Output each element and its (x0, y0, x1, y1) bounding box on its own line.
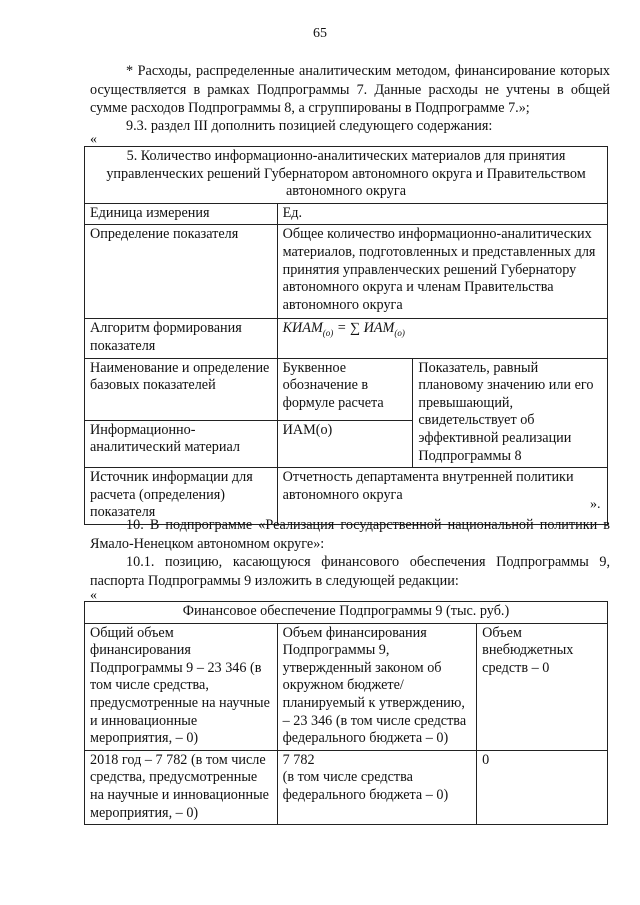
year-2018-budget-cell (277, 750, 477, 824)
footnote-paragraph: * Расходы, распределенные аналитическим методом, финансирование которых осуществляется в рамках Подпрограммы 7. Данные расходы не учтены в общей сумме расходов Подпрограммы 8, а сгруппированы в Подпрограмме 7.»; (90, 63, 610, 116)
formula-sub1: (о) (322, 328, 334, 339)
close-quote: ». (590, 497, 601, 512)
definition-value: Общее количество информационно-аналитических материалов, подготовленных и представленных для принятия управленческих решений Губернатору автономного округа и членам Правительства автономного округа (277, 225, 607, 319)
definition-label: Определение показателя (85, 225, 278, 319)
item-10-1: 10.1. позицию, касающуюся финансового обеспечения Подпрограммы 9, паспорта Подпрограммы 9 изложить в следующей редакции: (90, 554, 610, 589)
unit-label: Единица измерения (85, 203, 278, 225)
total-financing-cell: Общий объем финансирования Подпрограммы 9 – 23 346 (в том числе средства, предусмотренные на научные и инновационные мероприятия, – 0) (85, 623, 278, 750)
indicator-table-header: 5. Количество информационно-аналитических материалов для принятия управленческих решений Губернатором автономного округа и Правительством автономного округа (85, 147, 608, 204)
item-10: 10. В подпрограмме «Реализация государственной национальной политики в Ямало-Ненецком автономном округе»: (90, 517, 610, 552)
unit-value: Ед. (277, 203, 607, 225)
open-quote-2: « (90, 588, 97, 603)
financing-table-header: Финансовое обеспечение Подпрограммы 9 (тыс. руб.) (85, 602, 608, 624)
base-names-label: Наименование и определение базовых показателей (85, 358, 278, 420)
item-9-3: 9.3. раздел III дополнить позицией следующего содержания: (126, 118, 493, 134)
financing-table (84, 601, 608, 825)
algorithm-label: Алгоритм формирования показателя (85, 319, 278, 358)
extrabudget-cell: Объем внебюджетных средств – 0 (477, 623, 608, 750)
indicator-table (84, 146, 608, 525)
letter-label: Буквенное обозначение в формуле расчета (277, 358, 413, 420)
source-label: Источник информации для расчета (определения) показателя (85, 468, 278, 525)
budget-financing-cell: Объем финансирования Подпрограммы 9, утвержденный законом об окружном бюджете/планируемый к утверждению, – 23 346 (в том числе средства федерального бюджета – 0) (277, 623, 477, 750)
source-value: Отчетность департамента внутренней политики автономного округа (277, 468, 607, 525)
year-2018-extrabudget-cell: 0 (477, 750, 608, 824)
info-material-code: ИАМ(о) (277, 420, 413, 467)
algorithm-formula (277, 319, 607, 358)
indicator-note: Показатель, равный плановому значению или его превышающий, свидетельствует об эффективной реализации Подпрограммы 8 (413, 358, 608, 468)
page-number: 65 (313, 26, 327, 41)
formula-eq: = ∑ ИАМ (333, 320, 395, 337)
open-quote: « (90, 132, 97, 147)
info-material-label: Информационно-аналитический материал (85, 420, 278, 467)
year-2018-cell: 2018 год – 7 782 (в том числе средства, предусмотренные на научные и инновационные мероприятия, – 0) (85, 750, 278, 824)
formula-main: КИАМ (282, 320, 323, 337)
year-2018-budget-note: (в том числе средства федерального бюджета – 0) (282, 769, 449, 803)
formula-sub2: (о) (394, 328, 405, 339)
year-2018-budget-amount: 7 782 (282, 751, 315, 768)
